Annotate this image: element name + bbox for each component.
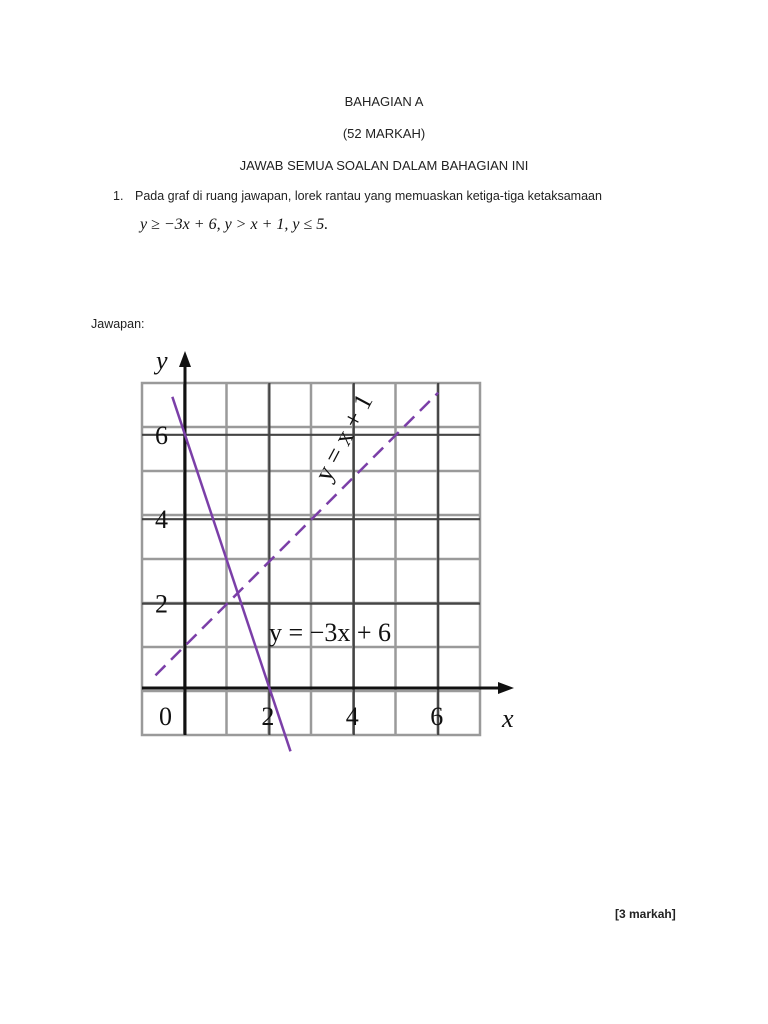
grid — [142, 383, 480, 735]
section-marks: (52 MARKAH) — [342, 126, 426, 141]
answer-label: Jawapan: — [91, 317, 145, 331]
y-tick-label: 4 — [155, 505, 168, 535]
x-axis-label: x — [502, 704, 514, 733]
question-number: 1. — [113, 189, 124, 203]
marks-footer: [3 markah] — [615, 907, 676, 921]
section-instruction: JAWAB SEMUA SOALAN DALAM BAHAGIAN INI — [239, 158, 529, 173]
x-tick-label: 0 — [159, 702, 172, 731]
axes — [142, 351, 514, 735]
y-tick-label: 6 — [155, 420, 168, 450]
line-label-steep: y = −3x + 6 — [269, 618, 391, 647]
x-axis-arrow — [498, 682, 514, 694]
question-text: Pada graf di ruang jawapan, lorek rantau yang memuaskan ketiga-tiga ketaksamaan — [135, 189, 602, 203]
labels — [153, 346, 514, 733]
line-label-dashed: y = x + 1 — [308, 388, 379, 486]
section-title: BAHAGIAN A — [344, 94, 424, 109]
x-tick-label: 4 — [345, 702, 359, 731]
series-line-1 — [172, 397, 290, 751]
x-tick-label: 2 — [261, 702, 275, 731]
y-axis-arrow — [179, 351, 191, 367]
inequality-graph — [130, 345, 530, 765]
x-tick-label: 6 — [430, 702, 444, 731]
question-inequalities: y ≥ −3x + 6, y > x + 1, y ≤ 5. — [140, 216, 329, 233]
y-axis-label: y — [156, 346, 168, 375]
y-tick-label: 2 — [155, 589, 168, 619]
